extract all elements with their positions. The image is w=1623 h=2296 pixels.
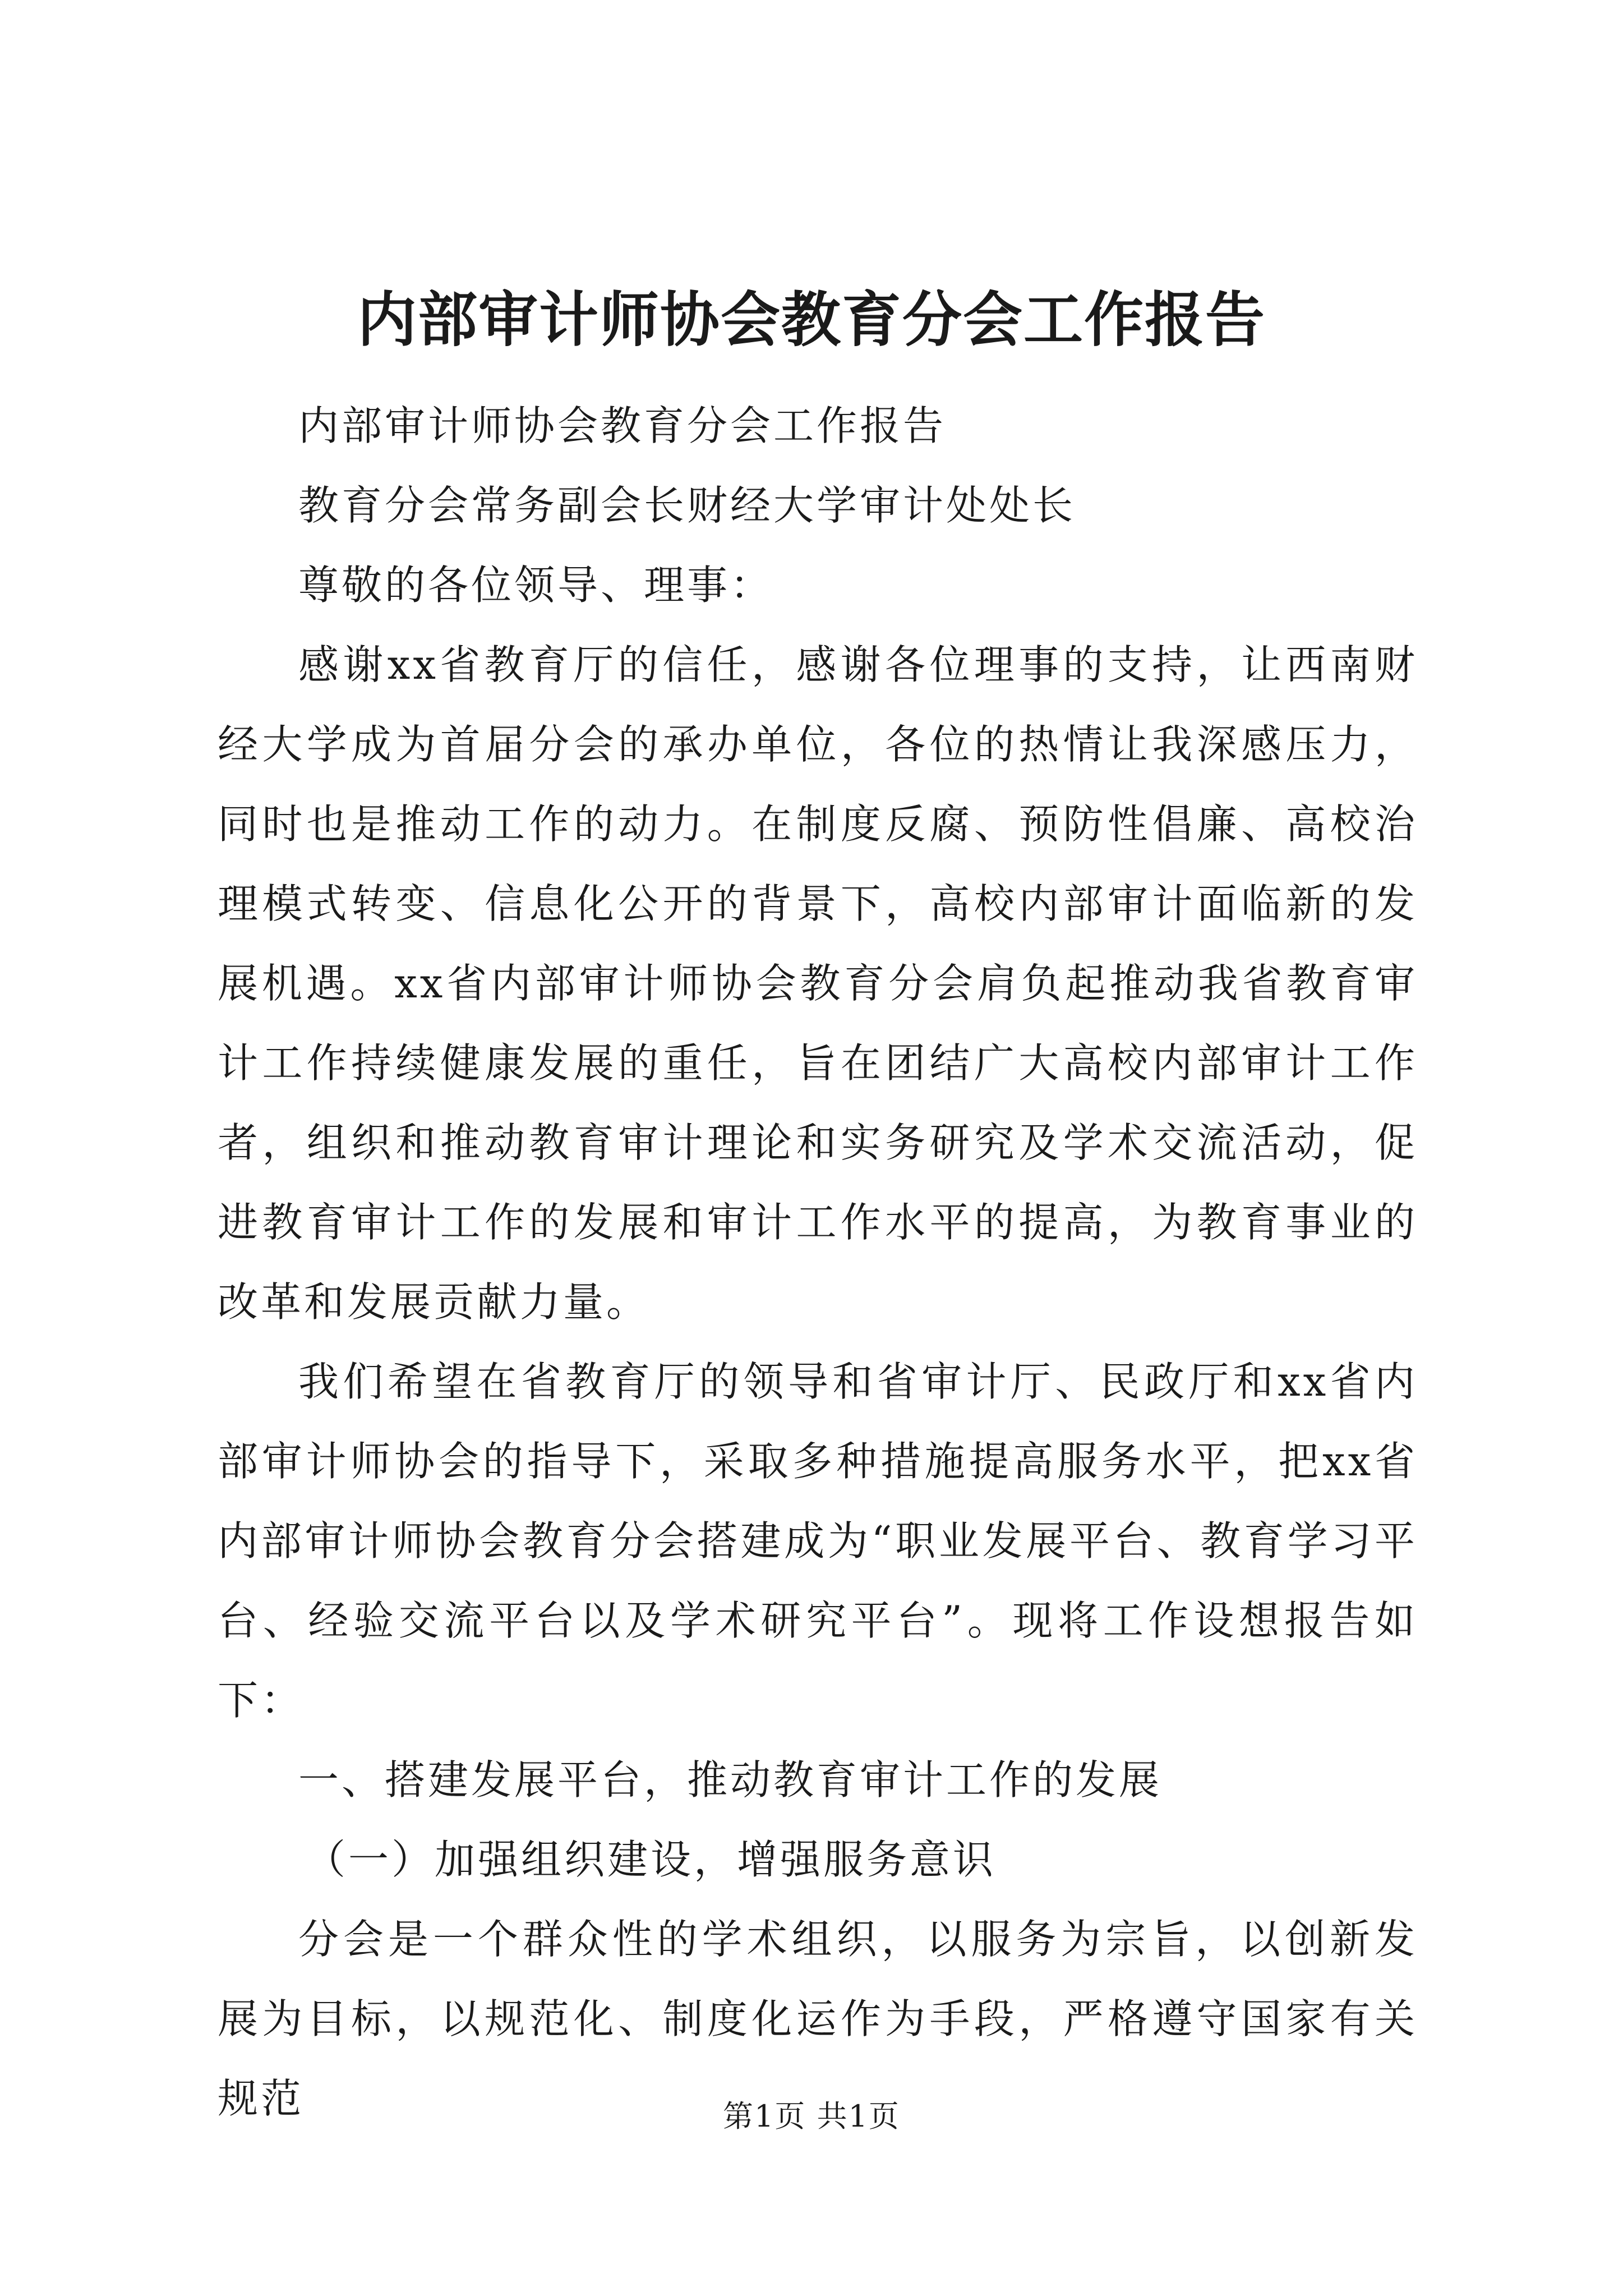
paragraph-author: 教育分会常务副会长财经大学审计处处长 <box>298 482 1076 529</box>
paragraph-body: 感谢xx省教育厅的信任，感谢各位理事的支持，让西南财经大学成为首届分会的承办单位，各位的热情让我深感压力，同时也是推动工作的动力。在制度反腐、预防性倡廉、高校治理模式转变、信息化公开的背景下，高校内部审计面临新的发展机遇。xx省内部审计师协会教育分会肩负起推动我省教育审计工作持续健康发展的重任，旨在团结广大高校内部审计工作者，组织和推动教育审计理论和实务研究及学术交流活动，促进教育审计工作的发展和审计工作水平的提高，为教育事业的改革和发展贡献力量。 <box>218 641 1418 1326</box>
paragraph-body: 我们希望在省教育厅的领导和省审计厅、民政厅和xx省内部审计师协会的指导下，采取多种措施提高服务水平，把xx省内部审计师协会教育分会搭建成为“职业发展平台、教育学习平台、经验交流平台以及学术研究平台”。现将工作设想报告如下： <box>218 1358 1418 1724</box>
document-title: 内部审计师协会教育分会工作报告 <box>357 284 1266 355</box>
paragraph-salutation: 尊敬的各位领导、理事： <box>298 562 774 609</box>
document-body <box>218 386 1418 2138</box>
paragraph-body: 分会是一个群众性的学术组织，以服务为宗旨，以创新发展为目标，以规范化、制度化运作为手段，严格遵守国家有关规范 <box>218 1916 1418 2122</box>
paragraph-subtitle: 内部审计师协会教育分会工作报告 <box>298 402 947 449</box>
section-heading: 一、搭建发展平台，推动教育审计工作的发展 <box>298 1756 1163 1803</box>
subsection-heading: （一）加强组织建设，增强服务意识 <box>305 1836 997 1883</box>
page-number: 第1页 共1页 <box>723 2099 900 2134</box>
